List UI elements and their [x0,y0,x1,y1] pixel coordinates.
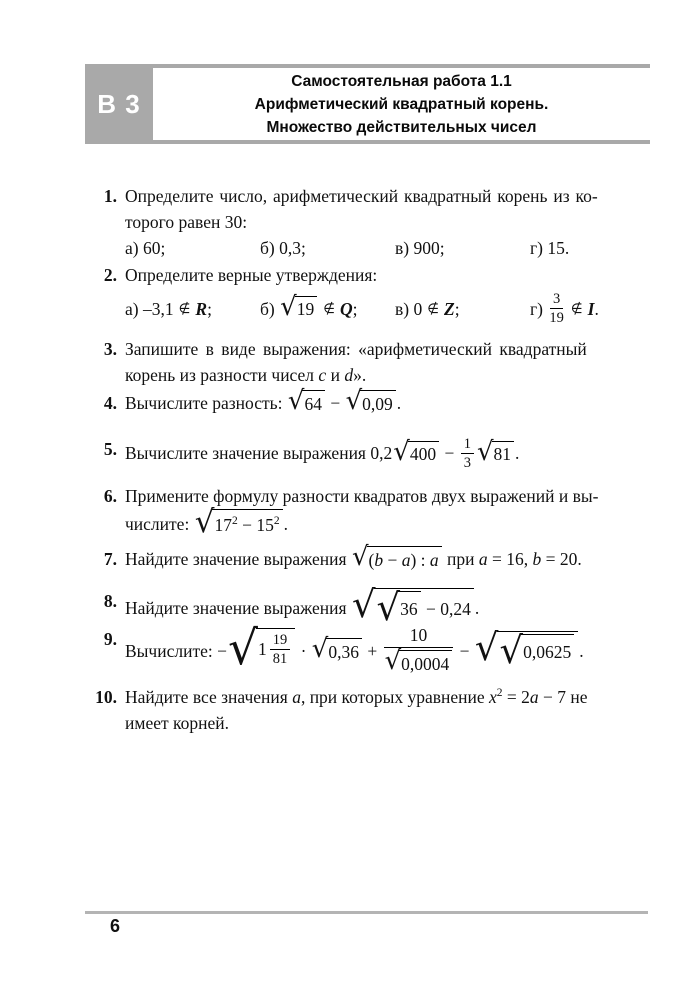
text-segment: 17 [214,514,232,535]
variable-c: c [318,365,327,385]
variable-a: a [478,548,488,569]
option-g: г) 15. [530,238,570,258]
sqrt-mixed-number [227,620,295,676]
sqrt-expression [280,291,317,322]
option-b [260,291,395,322]
text-segment: числите: [125,514,194,534]
problem-7-number: 7. [103,549,117,569]
option-b: б) 0,3; [260,238,306,258]
radical-sign-icon: √ [227,620,258,676]
text-segment: и [326,365,345,385]
problem-6-number: 6. [103,486,117,506]
minus-sign: − [440,443,459,463]
radical-sign-icon: √ [474,626,499,669]
radical-sign-icon: √ [351,583,376,626]
not-element-of-icon: ∉ [570,300,583,317]
text-segment: ». [353,365,367,385]
minus-sign: − [383,549,402,570]
header-title-line1: Самостоятельная работа 1.1 [291,72,512,90]
problem-1-line1: Определите число, арифметический квадратный корень из ко- [125,186,598,206]
radicand: 36 [400,598,418,619]
sqrt-expression [287,386,325,416]
variable-a: a [401,549,411,570]
problem-4-number: 4. [103,393,117,413]
radical-sign-icon: √ [351,542,369,572]
problem-8 [103,583,640,629]
radicand [369,550,439,570]
text-segment: . [474,597,480,618]
radicand: 19 [296,299,315,320]
header-title-line3: Множество действительных чисел [266,118,537,136]
minus-sign: − [325,392,345,413]
footer-divider [85,911,648,914]
radical-sign-icon: √ [384,646,402,676]
text-segment: г) [530,298,548,319]
text-segment: = 16, [487,548,533,569]
text-segment: а) –3,1 [125,298,174,319]
sqrt-expression [384,646,453,676]
sqrt-expression [194,504,283,540]
page-number: 6 [110,916,121,936]
radicand: 0,0625 [523,641,572,662]
denominator [384,648,454,676]
variable-x: x [489,687,497,707]
text-segment: − 7 не [538,687,588,707]
radicand: 0,09 [362,393,393,414]
problem-8-number: 8. [103,591,117,611]
radicand [214,515,279,535]
text-segment: Вычислите значение выражения 0,2 [125,443,393,463]
whole-part: 1 [257,638,267,659]
problem-2 [103,262,640,326]
problem-2-options [125,291,640,326]
text-segment: . [594,298,599,319]
minus-sign: − [455,640,474,661]
text-segment: ; [207,298,212,319]
problem-1-options [125,235,640,261]
fraction [461,436,474,471]
denominator: 19 [549,310,564,326]
nested-sqrt-expression [351,583,474,629]
header-title-line2: Арифметический квадратный корень. [254,95,549,113]
nested-sqrt-expression [474,626,578,672]
problem-6-line1: Примените формулу разности квадратов двух выражений и вы- [125,486,599,506]
set-symbol-Z: Z [443,298,455,319]
text-segment: ; [454,298,460,319]
text-segment: 15 [256,514,274,535]
radical-sign-icon: √ [376,586,401,629]
radical-sign-icon: √ [476,436,494,467]
text-segment: Найдите все значения [125,687,293,707]
fraction [549,291,564,326]
variable-a: a [529,687,539,707]
numerator: 10 [384,626,454,648]
numerator: 1 [461,436,474,454]
text-segment: = 2 [502,687,530,707]
problem-10 [95,684,640,736]
problem-5-formula [125,436,640,471]
radical-sign-icon: √ [280,291,297,322]
exponent: 2 [496,687,503,699]
text-segment: . [396,392,402,413]
variable-a: a [429,549,439,570]
problem-3-line2 [125,362,640,388]
set-symbol-R: R [195,298,208,319]
problem-3-number: 3. [103,339,117,359]
sqrt-expression [311,634,362,664]
radical-sign-icon: √ [311,634,329,664]
text-segment: . [283,514,288,534]
fraction [270,632,291,667]
text-segment: . [515,443,520,463]
problem-1 [103,183,640,261]
text-segment: при [442,548,479,569]
not-element-of-icon: ∉ [178,300,191,317]
problem-5-number: 5. [103,439,117,459]
condition [443,549,582,570]
problem-2-number: 2. [103,265,117,285]
header-band [85,64,650,144]
text-segment: б) [260,298,280,319]
text-segment: корень из разности чисел [125,365,319,385]
big-fraction [384,626,454,676]
problem-10-line1 [125,684,640,710]
variable-b: b [374,549,384,570]
radical-sign-icon: √ [194,504,215,540]
plus-sign: + [362,640,382,661]
problem-3 [103,336,640,388]
problem-4-formula [125,386,640,416]
problem-2-line1: Определите верные утверждения: [125,265,378,285]
not-element-of-icon: ∉ [323,300,335,317]
problem-1-line2: торого равен 30: [125,212,248,232]
text-segment: ; [352,298,358,319]
sqrt-expression [351,542,442,572]
problem-4 [103,386,640,416]
radicand: 400 [409,444,437,465]
problem-9-formula [125,620,640,676]
radicand: 0,0004 [401,653,450,674]
text-segment: = 20. [541,548,582,569]
denominator: 3 [463,455,471,471]
header-title-box [153,68,650,140]
denominator: 81 [272,651,288,667]
radicand: 81 [493,444,512,465]
option-a [125,296,260,322]
sqrt-expression [376,586,421,629]
multiplication-dot: · [296,640,311,661]
sqrt-expression [393,436,439,467]
radical-sign-icon: √ [287,386,305,416]
set-symbol-I: I [587,298,595,319]
text-segment: Вычислите разность: [125,392,287,413]
text-segment: в) 0 [395,298,423,319]
text-segment: Найдите значение выражения [125,597,351,618]
problem-3-line1: Запишите в виде выражения: «арифметический квадратный [125,339,587,359]
radical-sign-icon: √ [499,629,524,672]
variable-a: a [292,687,301,707]
not-element-of-icon: ∉ [427,300,439,317]
variant-label: В 3 [97,88,141,119]
sqrt-expression [345,386,396,416]
text-segment: ( [368,549,375,570]
problem-1-number: 1. [103,186,117,206]
problem-10-number: 10. [95,687,117,707]
problem-5 [103,436,640,471]
exponent: 2 [231,514,238,527]
radicand: 64 [304,393,322,414]
minus-sign: − [237,514,257,535]
variable-d: d [344,365,354,385]
text-segment: ) : [410,549,430,570]
problem-9 [103,620,640,676]
radicand-tail: − 0,24 [421,599,471,620]
text-segment: , при которых уравнение [300,687,490,707]
text-segment: Вычислите: − [125,640,227,661]
numerator: 3 [550,291,563,309]
exponent: 2 [273,514,280,527]
problem-10-line2: имеет корней. [125,713,229,733]
problem-6 [103,483,640,540]
numerator: 19 [270,632,291,650]
sqrt-expression [499,629,575,672]
problem-8-formula [125,583,640,629]
variable-b: b [532,548,542,569]
option-a: а) 60; [125,238,166,258]
problem-9-number: 9. [103,629,117,649]
option-v: в) 900; [395,238,445,258]
option-v [395,296,530,322]
option-g [530,291,599,326]
set-symbol-Q: Q [339,298,353,319]
problem-6-formula [125,504,640,540]
text-segment: . [579,640,584,661]
radicand: 0,36 [328,641,359,662]
radical-sign-icon: √ [345,386,363,416]
problem-7 [103,542,640,572]
sqrt-expression [476,436,514,467]
text-segment: Найдите значение выражения [125,548,351,569]
radical-sign-icon: √ [393,436,410,467]
problem-7-formula [125,542,640,572]
